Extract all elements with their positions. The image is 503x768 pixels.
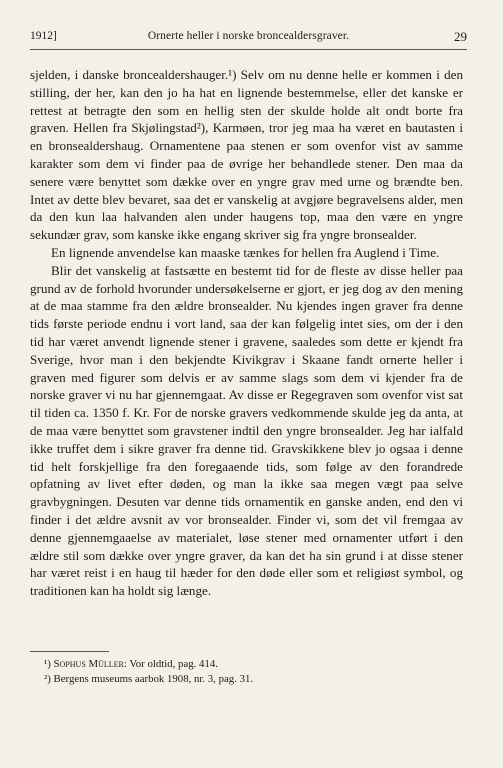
footnote-marker: ²) bbox=[44, 673, 51, 685]
footnote-rule bbox=[30, 651, 109, 652]
footnote-marker: ¹) bbox=[44, 658, 51, 670]
page-number: 29 bbox=[454, 29, 467, 44]
header-year: 1912] bbox=[30, 30, 57, 42]
footnote-author: Sophus Müller bbox=[53, 658, 124, 670]
header-rule bbox=[30, 49, 467, 50]
footnote-text: : Vor oldtid, pag. 414. bbox=[123, 658, 218, 670]
footnotes bbox=[44, 657, 467, 687]
footnote-2 bbox=[44, 672, 467, 687]
running-title: Ornerte heller i norske broncealdersgraver. bbox=[147, 30, 350, 42]
paragraph-2: En lignende anvendelse kan maaske tænkes for hellen fra Auglend i Time. bbox=[51, 244, 440, 260]
footnote-text: Bergens museums aarbok 1908, nr. 3, pag. 31. bbox=[53, 673, 254, 685]
body-text bbox=[30, 66, 463, 600]
paragraph-1: sjelden, i danske broncealdershauger.¹) Selv om nu denne helle er kommen i den stilling, der her, kan den jo ha hat en lignende bestemmelse, eller det kanske er rettest at betragte den som en hellig sten der skulde holde alt ondt borte fra graven. Hellen fra Skjølingstad²), Karmøen, tror jeg maa ha været en bautasten i en bronsealdershaug. Ornamentene paa stenen er som ovenfor vist av samme karakter som dem vi finder paa de øvrige her behandlede stener. Den maa da senere være benyttet som dække over en yngre grav med urne og brændte ben. Intet av dette blev bevaret, saa det er vanskelig at avgjøre begravelsens alder, men da den kun laa halvanden alen under haugens top, maa den være en yngre sekundær grav, som kanske ikke engang skriver sig fra yngre bronsealder. bbox=[30, 67, 463, 243]
paragraph-3: Blir det vanskelig at fastsætte en bestemt tid for de fleste av disse heller paa grund av de forhold hvorunder undersøkelserne er gjort, er jeg dog av den mening at de maa stamme fra den ældre bronsealder. Nu kjendes ingen graver fra denne tids første periode endnu i vort land, saa der kan følgelig intet sies, om der i den tid har været anvendt lignende stener i gravene, saaledes som dette er kjendt fra Sverige, hvor man i den bekjendte Kivikgrav i Skaane fandt ornerte heller i graven med figurer som delvis er av samme slags som dem vi kjender fra de norske graver vi nu har gjennemgaat. Av disse er Regegraven som ovenfor vist sat til tiden ca. 1350 f. Kr. For de norske gravers vedkommende skulde jeg da anta, at de maa være benyttet som gravstener indtil den yngre bronsealder. Jeg har ialfald ikke truffet dem i sikre graver fra denne tid. Gravskikkene blev jo ogsaa i denne tid helt forskjellige fra den foregaaende tids, som følge av den forandrede opfatning av livet efter døden, og man la ikke saa megen vægt paa selve gravbygningen. Desuten var denne tids ornamentik en ganske anden, end den vi finder i det ældre avsnit av vor bronsealder. Finder vi, som det vil fremgaa av denne gjennemgaaelse av materialet, løse stener med ornamenter utført i den ældre stil som dække over yngre graver, da kan det ha sin grund i at disse stener har været reist i en haug til hæder for den døde eller som et religiøst symbol, og traditionen kan ha holdt sig længe. bbox=[30, 262, 463, 599]
footnote-1 bbox=[44, 657, 467, 672]
running-header bbox=[30, 30, 467, 46]
